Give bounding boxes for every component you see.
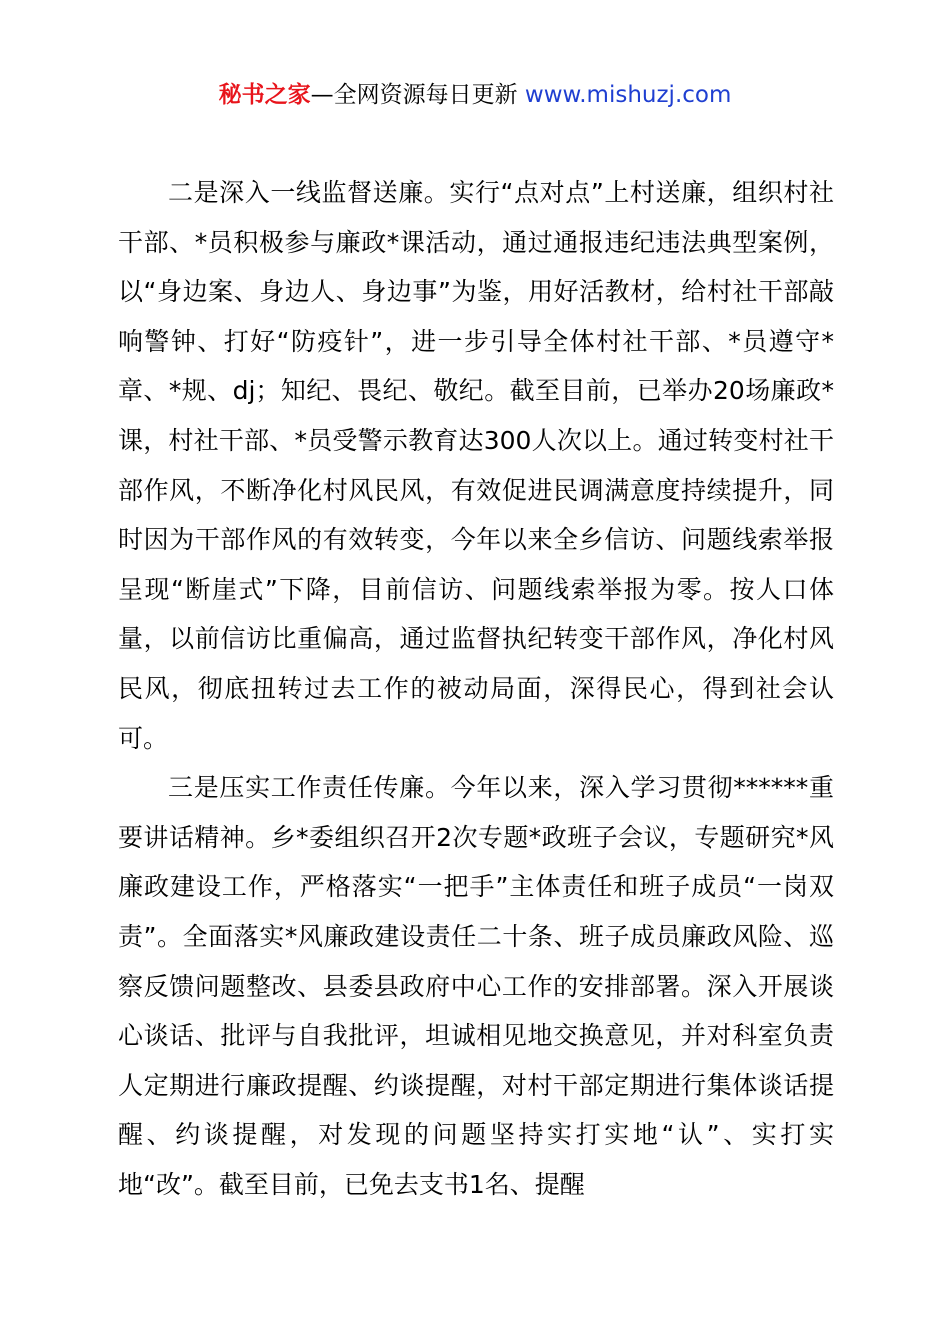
site-url-link[interactable]: www.mishuzj.com	[524, 82, 732, 108]
brand-name: 秘书之家	[218, 82, 311, 108]
header-tagline: —全网资源每日更新	[310, 82, 518, 108]
document-body	[118, 168, 834, 1209]
site-header	[0, 80, 950, 110]
paragraph-supervision: 二是深入一线监督送廉。实行“点对点”上村送廉，组织村社干部、*员积极参与廉政*课活动，通过通报违纪违法典型案例，以“身边案、身边人、身边事”为鉴，用好活教材，给村社干部敲响警钟、打好“防疫针”，进一步引导全体村社干部、*员遵守*章、*规、dj；知纪、畏纪、敬纪。截至目前，已举办20场廉政*课，村社干部、*员受警示教育达300人次以上。通过转变村社干部作风，不断净化村风民风，有效促进民调满意度持续提升，同时因为干部作风的有效转变，今年以来全乡信访、问题线索举报呈现“断崖式”下降，目前信访、问题线索举报为零。按人口体量，以前信访比重偏高，通过监督执纪转变干部作风，净化村风民风，彻底扭转过去工作的被动局面，深得民心，得到社会认可。	[118, 178, 834, 753]
paragraph-responsibility: 三是压实工作责任传廉。今年以来，深入学习贯彻******重要讲话精神。乡*委组织召开2次专题*政班子会议，专题研究*风廉政建设工作，严格落实“一把手”主体责任和班子成员“一岗双责”。全面落实*风廉政建设责任二十条、班子成员廉政风险、巡察反馈问题整改、县委县政府中心工作的安排部署。深入开展谈心谈话、批评与自我批评，坦诚相见地交换意见，并对科室负责人定期进行廉政提醒、约谈提醒，对村干部定期进行集体谈话提醒、约谈提醒，对发现的问题坚持实打实地“认”、实打实地“改”。截至目前，已免去支书1名、提醒	[118, 773, 834, 1199]
